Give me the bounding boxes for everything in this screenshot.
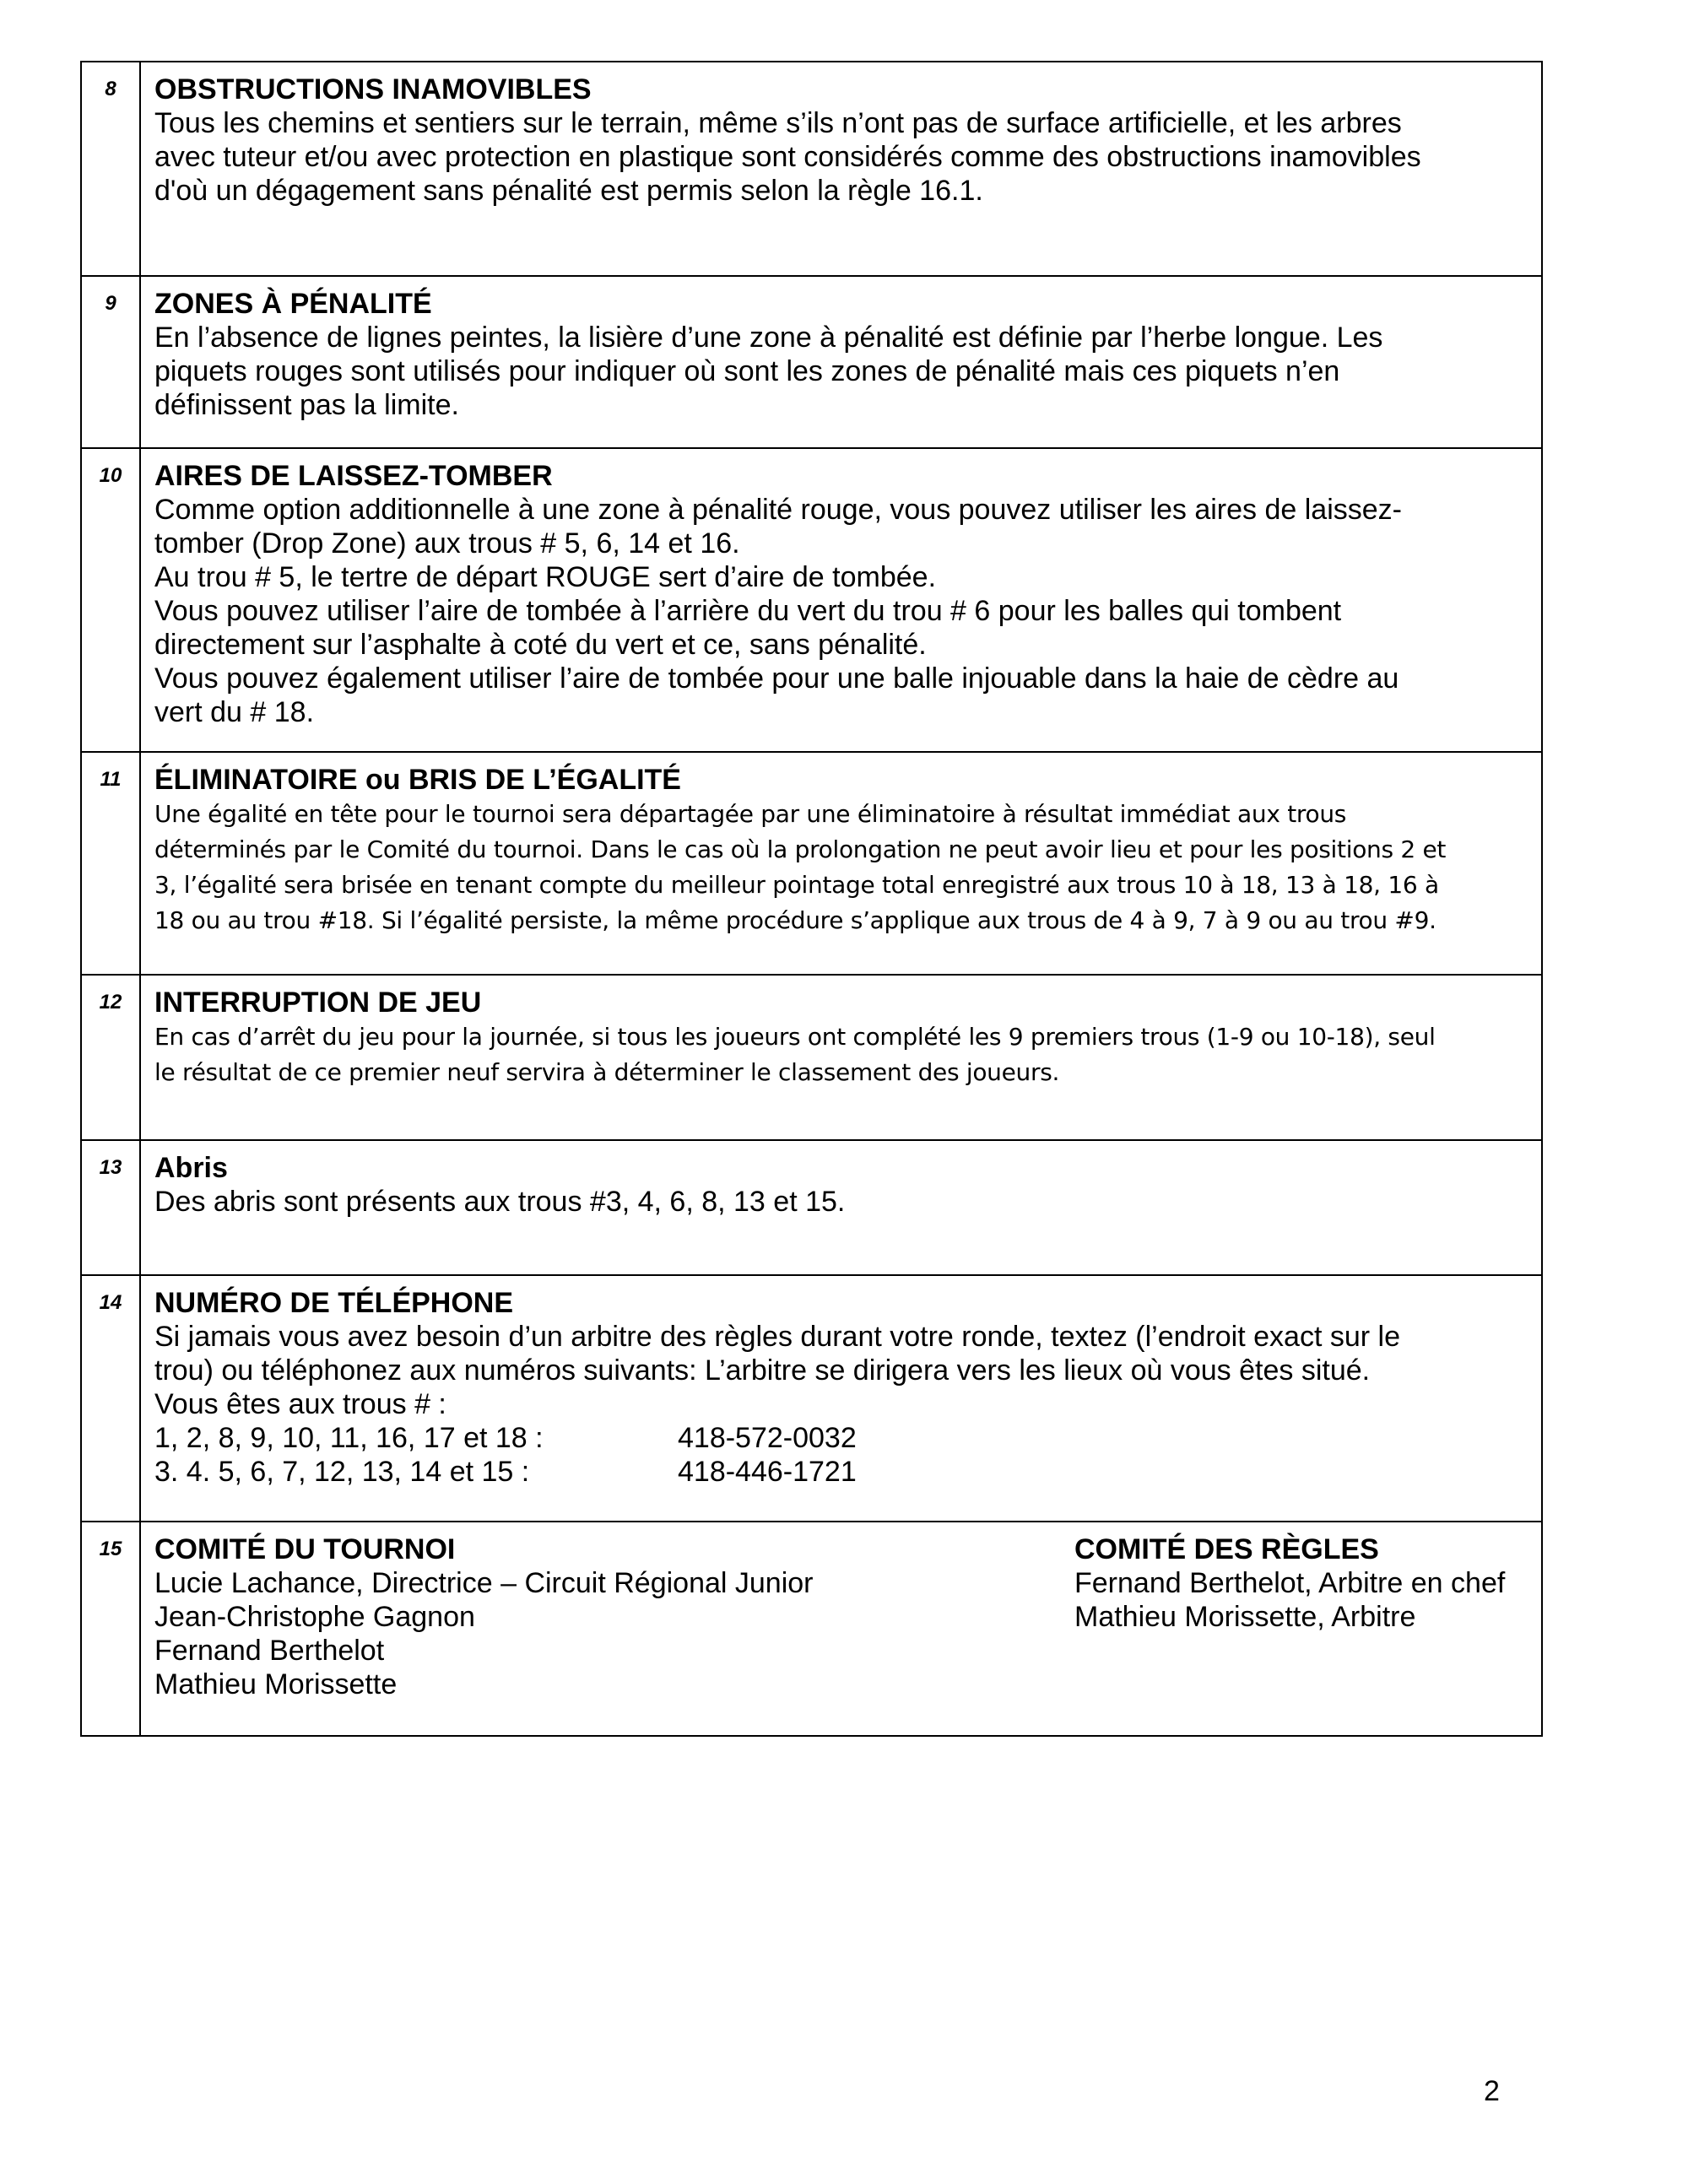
phone-number: 418-446-1721: [678, 1456, 857, 1488]
rule-text-line: Vous pouvez utiliser l’aire de tombée à l’arrière du vert du trou # 6 pour les balles qui tombent: [154, 595, 1342, 627]
committee-title: COMITÉ DES RÈGLES: [1074, 1533, 1379, 1565]
rule-text-line: le résultat de ce premier neuf servira à déterminer le classement des joueurs.: [154, 1058, 1060, 1086]
rule-number-cell: [81, 975, 140, 1140]
rule-row: [81, 752, 1542, 975]
rule-text-line: En l’absence de lignes peintes, la lisière d’une zone à pénalité est définie par l’herbe longue. Les: [154, 322, 1383, 354]
rule-text-line: d'où un dégagement sans pénalité est permis selon la règle 16.1.: [154, 175, 983, 207]
committee-member: Jean-Christophe Gagnon: [154, 1601, 475, 1633]
rules-committee: [1074, 1533, 1526, 1701]
rule-text-line: directement sur l’asphalte à coté du vert et ce, sans pénalité.: [154, 629, 927, 661]
committee-member: Mathieu Morissette: [154, 1668, 398, 1700]
committee-member: Lucie Lachance, Directrice – Circuit Régional Junior: [154, 1567, 814, 1599]
rule-text-line: Tous les chemins et sentiers sur le terrain, même s’ils n’ont pas de surface artificielle, et les arbres: [154, 107, 1402, 139]
rule-text-line: Comme option additionnelle à une zone à pénalité rouge, vous pouvez utiliser les aires de laissez-: [154, 494, 1402, 526]
phone-holes: 1, 2, 8, 9, 10, 11, 16, 17 et 18 :: [154, 1422, 544, 1454]
rule-text-line: En cas d’arrêt du jeu pour la journée, si tous les joueurs ont complété les 9 premiers trous (1-9 ou 10-18), seul: [154, 1023, 1436, 1051]
rule-title: AIRES DE LAISSEZ-TOMBER: [154, 460, 553, 492]
rule-row: [81, 1140, 1542, 1275]
rule-row: [81, 276, 1542, 448]
committee-member: Fernand Berthelot, Arbitre en chef: [1074, 1567, 1506, 1599]
rule-text-line: tomber (Drop Zone) aux trous # 5, 6, 14 et 16.: [154, 527, 740, 560]
rule-row: [81, 975, 1542, 1140]
rule-title: NUMÉRO DE TÉLÉPHONE: [154, 1287, 514, 1319]
rule-content-cell: [140, 1140, 1542, 1275]
rule-text-line: Vous êtes aux trous # :: [154, 1388, 446, 1420]
rule-number-cell: [81, 1275, 140, 1522]
rule-row: [81, 62, 1542, 276]
rule-number: 15: [99, 1538, 122, 1560]
rule-content-cell: [140, 1522, 1542, 1736]
rule-text-line: Des abris sont présents aux trous #3, 4, 6, 8, 13 et 15.: [154, 1186, 846, 1218]
rule-number-cell: [81, 752, 140, 975]
phone-holes: 3. 4. 5, 6, 7, 12, 13, 14 et 15 :: [154, 1456, 530, 1488]
rule-text-line: 18 ou au trou #18. Si l’égalité persiste, la même procédure s’applique aux trous de 4 à 9, 7 à 9 ou au trou #9.: [154, 906, 1436, 934]
rule-title: Abris: [154, 1152, 228, 1184]
phone-entry: [154, 1421, 1526, 1455]
rule-content-cell: [140, 1275, 1542, 1522]
rule-number-cell: [81, 1140, 140, 1275]
phone-number: 418-572-0032: [678, 1422, 857, 1454]
rule-number-cell: [81, 62, 140, 276]
committee-member: Fernand Berthelot: [154, 1635, 385, 1667]
rule-content-cell: [140, 975, 1542, 1140]
rule-content-cell: [140, 448, 1542, 752]
rule-text-line: Une égalité en tête pour le tournoi sera départagée par une éliminatoire à résultat immédiat aux trous: [154, 800, 1347, 828]
rule-content-cell: [140, 62, 1542, 276]
rule-number-cell: [81, 1522, 140, 1736]
rule-row: [81, 448, 1542, 752]
rule-number-cell: [81, 276, 140, 448]
rule-text-line: piquets rouges sont utilisés pour indiquer où sont les zones de pénalité mais ces piquets n’en: [154, 355, 1340, 387]
rule-text-line: avec tuteur et/ou avec protection en plastique sont considérés comme des obstructions inamovibles: [154, 141, 1421, 173]
tournament-committee: [154, 1533, 1074, 1701]
rule-number: 12: [99, 991, 122, 1014]
rule-number: 13: [99, 1156, 122, 1179]
rule-text-line: Si jamais vous avez besoin d’un arbitre des règles durant votre ronde, textez (l’endroit exact sur le: [154, 1321, 1400, 1353]
rule-row: [81, 1275, 1542, 1522]
rule-number: 11: [100, 768, 122, 791]
rule-text-line: vert du # 18.: [154, 696, 315, 728]
rule-title: OBSTRUCTIONS INAMOVIBLES: [154, 73, 592, 105]
rule-row: [81, 1522, 1542, 1736]
rule-number-cell: [81, 448, 140, 752]
rule-number: 14: [99, 1291, 122, 1314]
rule-text-line: définissent pas la limite.: [154, 389, 459, 421]
committee-title: COMITÉ DU TOURNOI: [154, 1533, 456, 1565]
rule-content-cell: [140, 752, 1542, 975]
rule-text-line: trou) ou téléphonez aux numéros suivants: L’arbitre se dirigera vers les lieux où vous êtes situé.: [154, 1354, 1371, 1387]
rule-title: INTERRUPTION DE JEU: [154, 987, 482, 1019]
page-number: 2: [1484, 2075, 1500, 2107]
rule-text-line: Au trou # 5, le tertre de départ ROUGE sert d’aire de tombée.: [154, 561, 937, 593]
rules-table: [80, 61, 1543, 1737]
committee-member: Mathieu Morissette, Arbitre: [1074, 1601, 1416, 1633]
rule-text-line: déterminés par le Comité du tournoi. Dans le cas où la prolongation ne peut avoir lieu et pour les positions 2 et: [154, 835, 1447, 863]
rule-content-cell: [140, 276, 1542, 448]
rule-number: 8: [105, 78, 116, 100]
rule-text-line: 3, l’égalité sera brisée en tenant compte du meilleur pointage total enregistré aux trous 10 à 18, 13 à 18, 16 à: [154, 871, 1439, 899]
rule-text-line: Vous pouvez également utiliser l’aire de tombée pour une balle injouable dans la haie de cèdre au: [154, 662, 1399, 695]
phone-entry: [154, 1455, 1526, 1489]
rule-title: ÉLIMINATOIRE ou BRIS DE L’ÉGALITÉ: [154, 764, 681, 796]
rule-number: 10: [99, 464, 122, 487]
committees: [154, 1533, 1526, 1701]
rule-title: ZONES À PÉNALITÉ: [154, 288, 432, 320]
rule-number: 9: [105, 292, 116, 315]
